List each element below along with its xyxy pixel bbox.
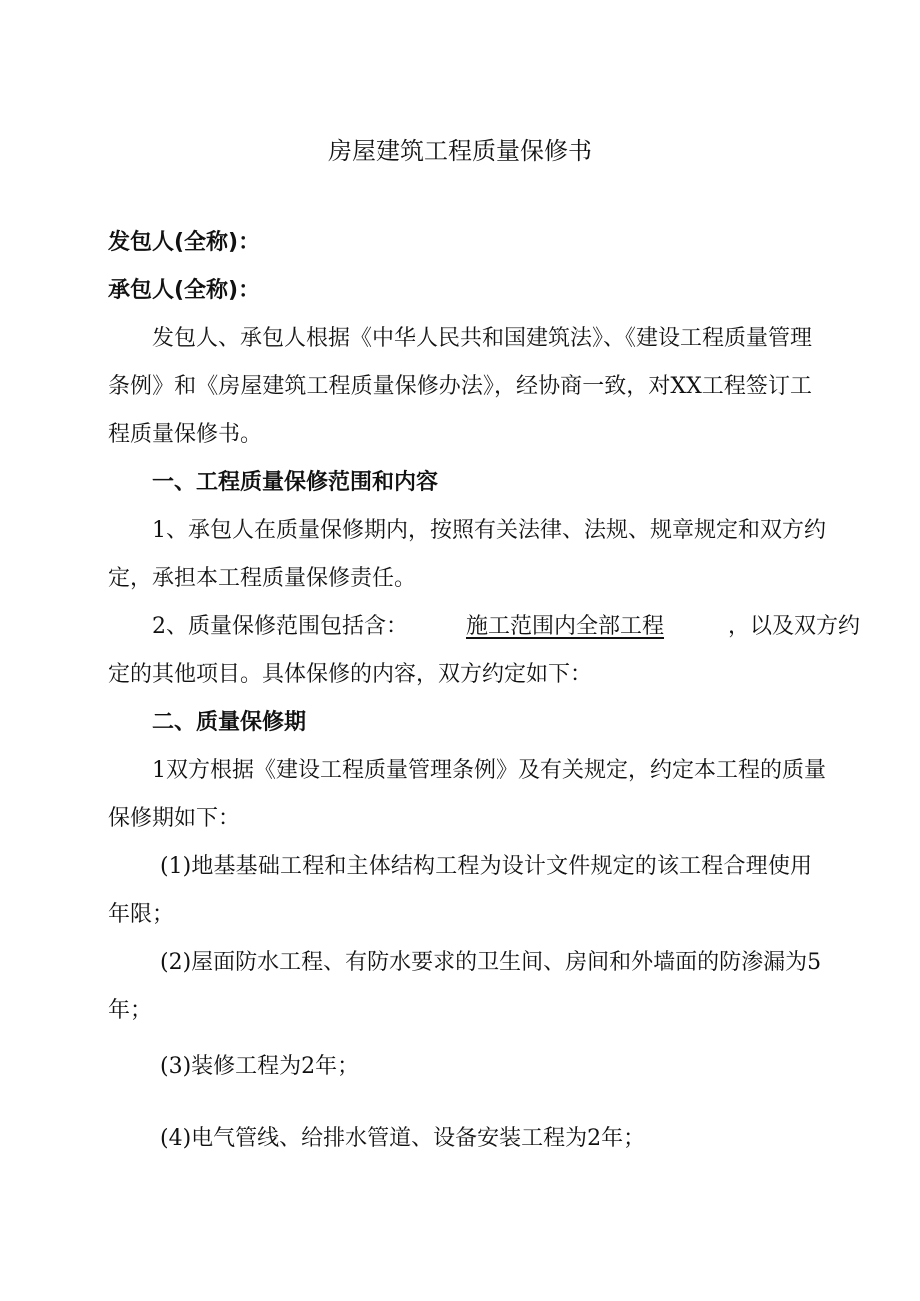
intro-line-2: 条例》和《房屋建筑工程质量保修办法》，经协商一致，对XX工程签订工 — [108, 374, 812, 399]
warranty-item-2-line-2: 年； — [108, 998, 153, 1023]
section-2-item-1-line-2: 保修期如下： — [108, 806, 241, 831]
intro-line-1: 发包人、承包人根据《中华人民共和国建筑法》、《建设工程质量管理 — [152, 326, 813, 351]
warranty-item-2-line-1: (2)屋面防水工程、有防水要求的卫生间、房间和外墙面的防渗漏为5 — [160, 950, 822, 975]
section-1-item-2-line-2: 定的其他项目。具体保修的内容，双方约定如下： — [108, 662, 593, 687]
section-1-heading: 一、工程质量保修范围和内容 — [152, 470, 439, 495]
section-2-item-1-line-1: 1双方根据《建设工程质量管理条例》及有关规定，约定本工程的质量 — [152, 758, 826, 783]
document-title: 房屋建筑工程质量保修书 — [328, 137, 592, 165]
section-1-item-2-line-1 — [152, 612, 861, 642]
warranty-item-3: (3)装修工程为2年； — [160, 1054, 360, 1079]
intro-line-3: 程质量保修书。 — [108, 422, 263, 447]
scope-prefix: 2、质量保修范围包括含： — [152, 614, 408, 639]
contractor-label: 承包人(全称)： — [108, 278, 261, 303]
section-1-item-1-line-1: 1、承包人在质量保修期内，按照有关法律、法规、规章规定和双方约 — [152, 518, 826, 543]
section-1-item-1-line-2: 定，承担本工程质量保修责任。 — [108, 566, 417, 591]
warranty-item-4: (4)电气管线、给排水管道、设备安装工程为2年； — [160, 1126, 646, 1151]
scope-suffix: ，以及双方约 — [728, 614, 861, 639]
warranty-item-1-line-2: 年限； — [108, 902, 175, 927]
scope-value: 施工范围内全部工程 — [466, 614, 665, 639]
employer-label: 发包人(全称)： — [108, 230, 261, 255]
warranty-item-1-line-1: (1)地基基础工程和主体结构工程为设计文件规定的该工程合理使用 — [160, 854, 812, 879]
section-2-heading: 二、质量保修期 — [152, 710, 307, 735]
